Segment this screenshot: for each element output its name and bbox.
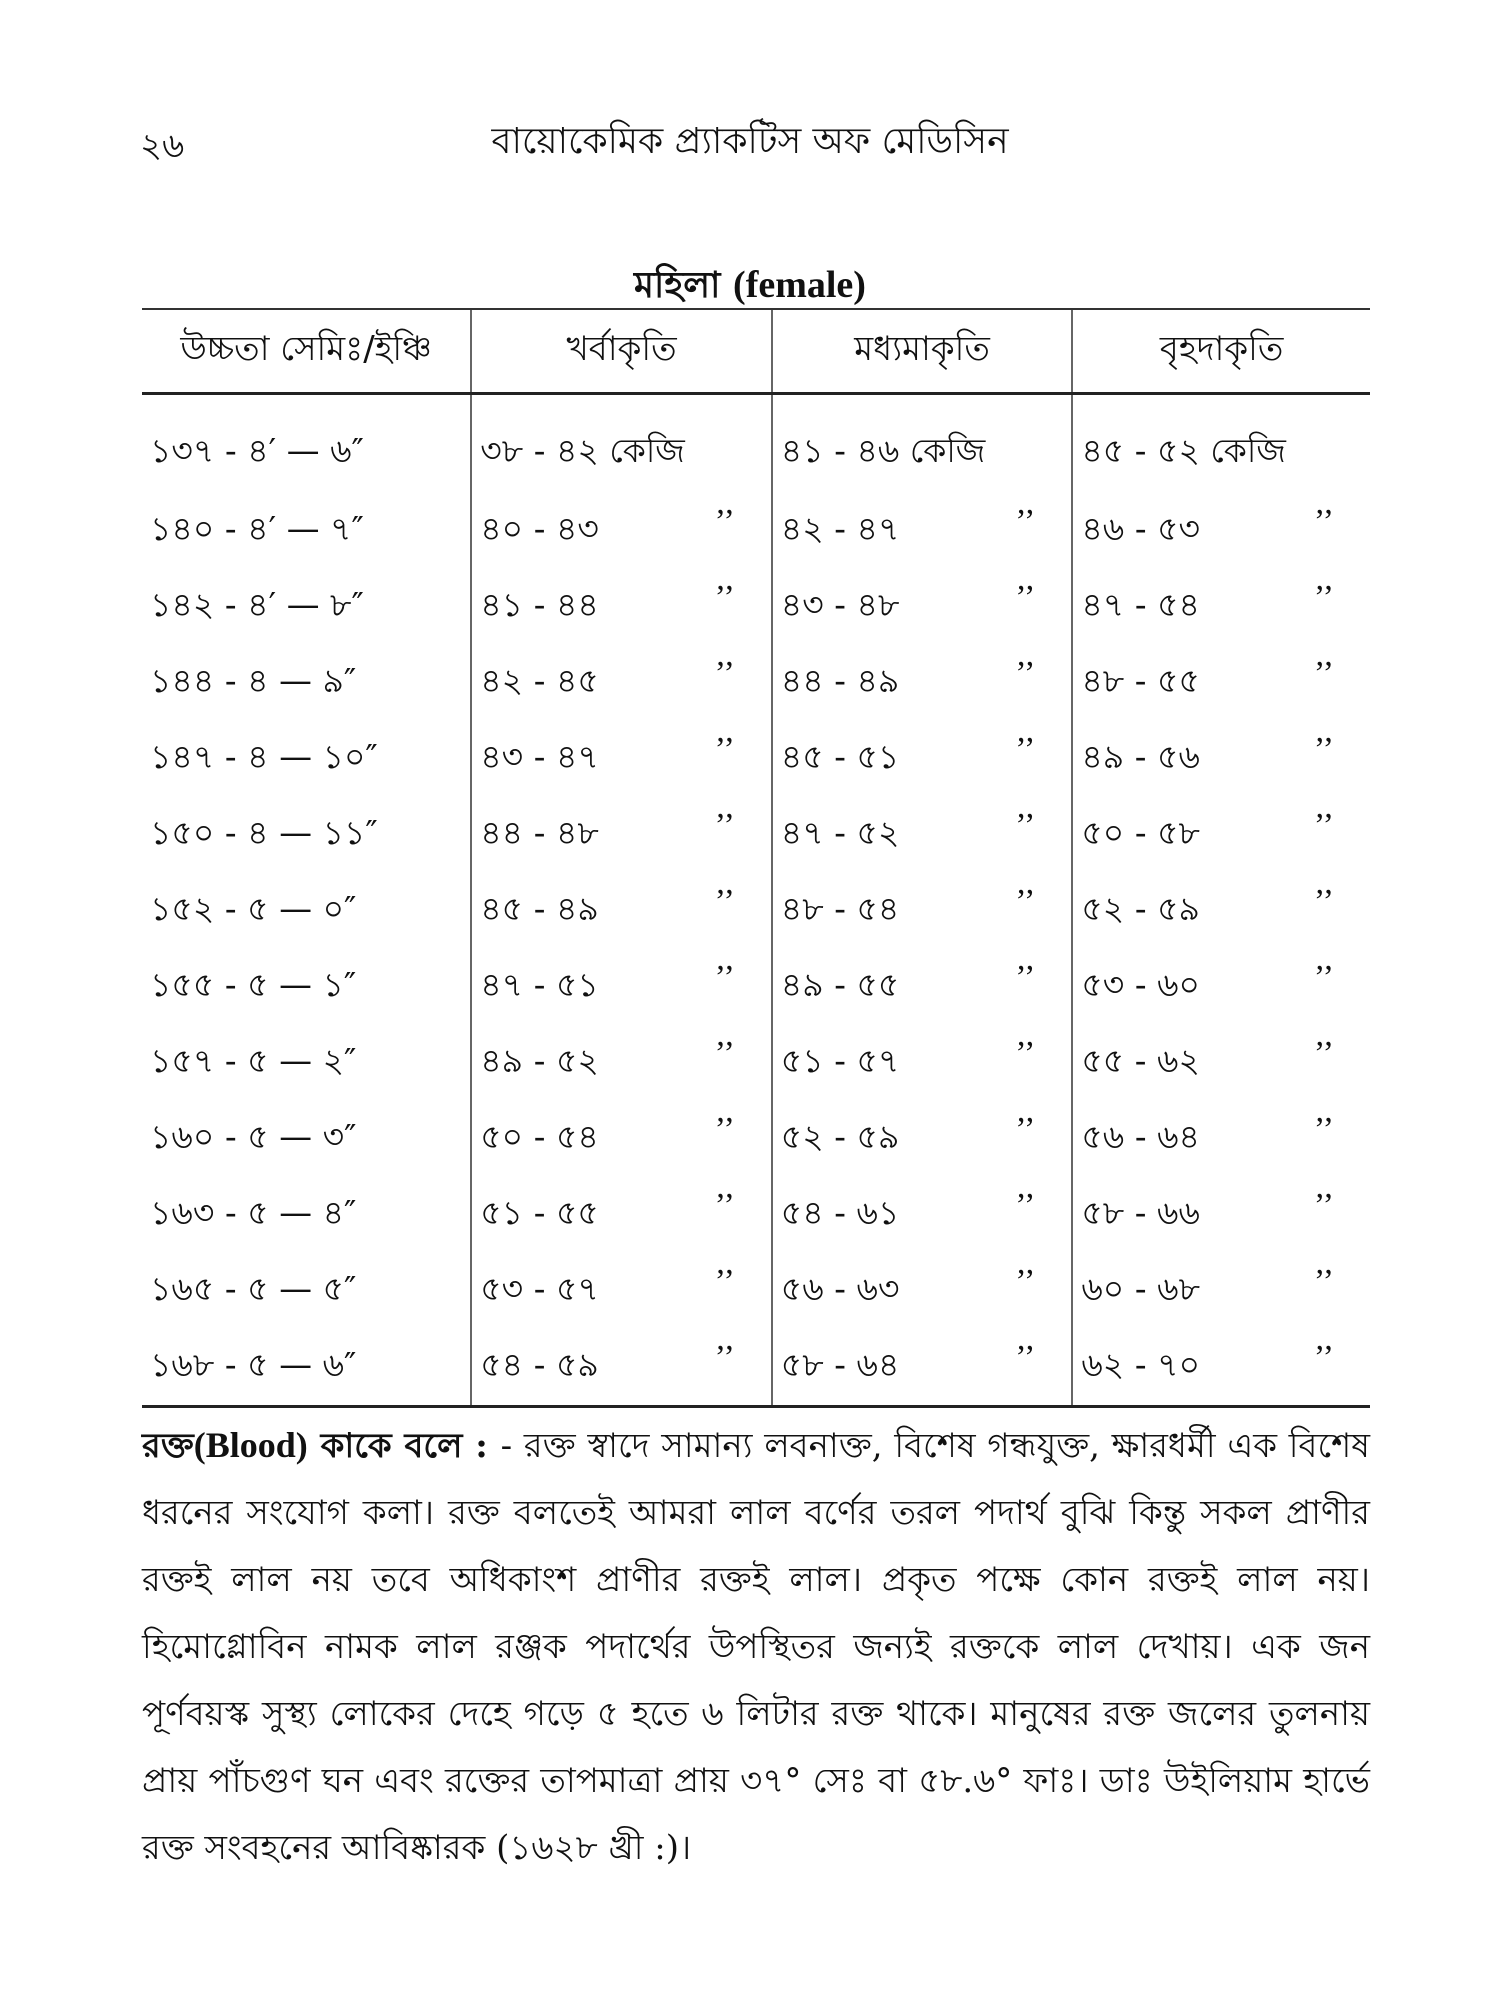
cell-large-frame-weight [1072,1253,1370,1329]
cell-medium-frame-weight [772,1177,1073,1253]
ditto-mark: ’’ [1313,1339,1334,1376]
ditto-mark: ’’ [1313,731,1334,768]
cell-small-frame-weight [471,873,772,949]
cell-small-frame-weight [471,1101,772,1177]
table-row [142,569,1370,645]
cell-large-frame-weight-text: ৪৭ - ৫৪ [1081,585,1200,624]
table-row [142,394,1370,494]
cell-large-frame-weight [1072,1101,1370,1177]
cell-medium-frame-weight-text: ৫৮ - ৬৪ [780,1345,900,1384]
cell-small-frame-weight [471,1253,772,1329]
cell-large-frame-weight-text: ৫২ - ৫৯ [1081,889,1200,928]
cell-height [142,721,471,797]
cell-small-frame-weight-text: ৪৪ - ৪৮ [480,813,599,852]
cell-medium-frame-weight [772,645,1073,721]
cell-small-frame-weight-text: ৪৩ - ৪৭ [480,737,599,776]
column-header-small-frame: খর্বাকৃতি [471,309,772,394]
paragraph-lead-question: কাকে বলে : [307,1426,501,1466]
cell-large-frame-weight [1072,721,1370,797]
cell-height-text: ১৬৮ - ৫ — ৬″ [150,1345,357,1384]
ditto-mark: ’’ [1313,1187,1334,1224]
ditto-mark: ’’ [714,807,735,844]
table-row [142,721,1370,797]
cell-large-frame-weight-text: ৫৮ - ৬৬ [1081,1193,1200,1232]
ditto-mark: ’’ [1313,655,1334,692]
table-title-english: (female) [733,264,866,306]
table-body [142,394,1370,1407]
cell-height [142,1253,471,1329]
cell-large-frame-weight [1072,1329,1370,1407]
cell-small-frame-weight [471,645,772,721]
cell-small-frame-weight [471,797,772,873]
cell-large-frame-weight [1072,645,1370,721]
cell-height [142,1329,471,1407]
table-row [142,797,1370,873]
ditto-mark: ’’ [1015,1339,1036,1376]
column-header-medium-frame: মধ্যমাকৃতি [772,309,1073,394]
ditto-mark: ’’ [1313,579,1334,616]
column-header-large-frame: বৃহদাকৃতি [1072,309,1370,394]
cell-medium-frame-weight-text: ৪৩ - ৪৮ [780,585,900,624]
ditto-mark: ’’ [1015,655,1036,692]
cell-height-text: ১৬৩ - ৫ — ৪″ [150,1193,357,1232]
cell-height-text: ১৪৭ - ৪ — ১০″ [150,737,378,776]
cell-height [142,1177,471,1253]
cell-large-frame-weight-text: ৪৮ - ৫৫ [1081,661,1200,700]
cell-large-frame-weight-text: ৫০ - ৫৮ [1081,813,1200,852]
cell-height-text: ১৫৭ - ৫ — ২″ [150,1041,357,1080]
cell-medium-frame-weight-text: ৪২ - ৪৭ [780,509,900,548]
table-row [142,949,1370,1025]
cell-large-frame-weight [1072,569,1370,645]
cell-small-frame-weight-text: ৪৯ - ৫২ [480,1041,599,1080]
table-row [142,493,1370,569]
cell-small-frame-weight-text: ৪১ - ৪৪ [480,585,599,624]
cell-medium-frame-weight [772,873,1073,949]
ditto-mark: ’’ [714,883,735,920]
cell-medium-frame-weight-text: ৪৪ - ৪৯ [780,661,900,700]
cell-medium-frame-weight-text: ৫৪ - ৬১ [780,1193,900,1232]
cell-medium-frame-weight [772,1025,1073,1101]
cell-height [142,493,471,569]
cell-small-frame-weight-text: ৪০ - ৪৩ [480,509,599,548]
running-title: বায়োকেমিক প্র্যাকটিস অফ মেডিসিন [491,121,1009,162]
table-row [142,1177,1370,1253]
cell-small-frame-weight-text: ৪৭ - ৫১ [480,965,599,1004]
cell-large-frame-weight [1072,949,1370,1025]
cell-large-frame-weight-text: ৫৬ - ৬৪ [1081,1117,1200,1156]
ditto-mark: ’’ [714,579,735,616]
ditto-mark: ’’ [714,1339,735,1376]
cell-height-text: ১৬৫ - ৫ — ৫″ [150,1269,357,1308]
paragraph-lead-term: রক্ত [142,1426,194,1466]
ditto-mark: ’’ [1015,1187,1036,1224]
ditto-mark: ’’ [1015,731,1036,768]
cell-small-frame-weight [471,1329,772,1407]
ditto-mark: ’’ [1313,883,1334,920]
cell-height [142,645,471,721]
page-number: ২৬ [140,126,185,166]
cell-medium-frame-weight [772,797,1073,873]
ditto-mark: ’’ [1313,503,1334,540]
cell-medium-frame-weight [772,721,1073,797]
cell-height-text: ১৬০ - ৫ — ৩″ [150,1117,357,1156]
cell-large-frame-weight-text: ৫৫ - ৬২ [1081,1041,1200,1080]
cell-height [142,873,471,949]
cell-large-frame-weight-text: ৬২ - ৭০ [1081,1345,1201,1384]
ditto-mark: ’’ [1313,1263,1334,1300]
column-header-height: উচ্চতা সেমিঃ/ইঞ্চি [142,309,471,394]
ditto-mark: ’’ [1313,1035,1334,1072]
ditto-mark: ’’ [714,1111,735,1148]
cell-medium-frame-weight-text: ৫১ - ৫৭ [780,1041,900,1080]
cell-small-frame-weight [471,949,772,1025]
cell-medium-frame-weight [772,569,1073,645]
ditto-mark: ’’ [1015,1035,1036,1072]
table-header-row [142,309,1370,394]
cell-medium-frame-weight-text: ৪৯ - ৫৫ [780,965,900,1004]
cell-medium-frame-weight [772,493,1073,569]
cell-medium-frame-weight [772,949,1073,1025]
cell-medium-frame-weight [772,1329,1073,1407]
ditto-mark: ’’ [714,655,735,692]
cell-large-frame-weight [1072,873,1370,949]
cell-small-frame-weight [471,1025,772,1101]
cell-large-frame-weight-text: ৪৬ - ৫৩ [1081,509,1200,548]
cell-large-frame-weight [1072,797,1370,873]
cell-height-text: ১৫২ - ৫ — ০″ [150,889,357,928]
cell-small-frame-weight [471,1177,772,1253]
cell-height-text: ১৪০ - ৪′ — ৭″ [150,509,364,548]
cell-medium-frame-weight-text: ৪৮ - ৫৪ [780,889,900,928]
cell-small-frame-weight-text: ৪৫ - ৪৯ [480,889,599,928]
ditto-mark: ’’ [1313,1111,1334,1148]
blood-definition-paragraph [142,1412,1370,1882]
ditto-mark: ’’ [714,1035,735,1072]
cell-height [142,569,471,645]
cell-large-frame-weight-text: ৬০ - ৬৮ [1081,1269,1201,1308]
cell-small-frame-weight-text: ৫৩ - ৫৭ [480,1269,599,1308]
table-title-bengali: মহিলা [634,264,721,306]
table-row [142,1025,1370,1101]
cell-large-frame-weight [1072,1177,1370,1253]
ditto-mark: ’’ [1015,503,1036,540]
cell-height-text: ১৪২ - ৪′ — ৮″ [150,585,364,624]
paragraph-body: - রক্ত স্বাদে সামান্য লবনাক্ত, বিশেষ গন্ধযুক্ত, ক্ষারধর্মী এক বিশেষ ধরনের সংযোগ কলা। রক্ত বলতেই আমরা লাল বর্ণের তরল পদার্থ বুঝি কিন্তু সকল প্রাণীর রক্তই লাল নয় তবে অধিকাংশ প্রাণীর রক্তই লাল। প্রকৃত পক্ষে কোন রক্তই লাল নয়। হিমোগ্লোবিন নামক লাল রঞ্জক পদার্থের উপস্থিতর জন্যই রক্তকে লাল দেখায়। এক জন পূর্ণবয়স্ক সুস্থ্য লোকের দেহে গড়ে ৫ হতে ৬ লিটার রক্ত থাকে। মানুষের রক্ত জলের তুলনায় প্রায় পাঁচগুণ ঘন এবং রক্তের তাপমাত্রা প্রায় ৩৭° সেঃ বা ৫৮.৬° ফাঃ। ডাঃ উইলিয়াম হার্ভে রক্ত সংবহনের আবিষ্কারক (১৬২৮ খ্রী :)। [142,1426,1370,1868]
cell-height [142,1101,471,1177]
cell-small-frame-weight [471,721,772,797]
cell-small-frame-weight-text: ৫০ - ৫৪ [480,1117,599,1156]
cell-large-frame-weight [1072,493,1370,569]
cell-height [142,1025,471,1101]
cell-height-text: ১৫০ - ৪ — ১১″ [150,813,378,852]
ditto-mark: ’’ [714,1263,735,1300]
cell-medium-frame-weight-text: ৪১ - ৪৬ কেজি [780,431,986,470]
cell-medium-frame-weight-text: ৪৫ - ৫১ [780,737,900,776]
cell-small-frame-weight-text: ৩৮ - ৪২ কেজি [480,431,685,470]
cell-medium-frame-weight-text: ৪৭ - ৫২ [780,813,900,852]
cell-small-frame-weight [471,493,772,569]
cell-large-frame-weight-text: ৪৫ - ৫২ কেজি [1081,431,1286,470]
table-row [142,1101,1370,1177]
ditto-mark: ’’ [1015,579,1036,616]
cell-medium-frame-weight [772,1253,1073,1329]
ditto-mark: ’’ [1015,1263,1036,1300]
height-weight-table [142,308,1370,1408]
ditto-mark: ’’ [1015,1111,1036,1148]
cell-height-text: ১৪৪ - ৪ — ৯″ [150,661,357,700]
table-row [142,645,1370,721]
ditto-mark: ’’ [1015,883,1036,920]
ditto-mark: ’’ [1015,807,1036,844]
cell-small-frame-weight [471,569,772,645]
cell-large-frame-weight [1072,394,1370,494]
cell-small-frame-weight-text: ৫১ - ৫৫ [480,1193,599,1232]
cell-small-frame-weight-text: ৪২ - ৪৫ [480,661,599,700]
cell-large-frame-weight-text: ৫৩ - ৬০ [1081,965,1201,1004]
ditto-mark: ’’ [1313,959,1334,996]
cell-medium-frame-weight [772,1101,1073,1177]
cell-height [142,797,471,873]
cell-medium-frame-weight-text: ৫২ - ৫৯ [780,1117,900,1156]
cell-medium-frame-weight-text: ৫৬ - ৬৩ [780,1269,900,1308]
table-row [142,1253,1370,1329]
ditto-mark: ’’ [1015,959,1036,996]
page-header [140,110,1360,170]
cell-height-text: ১৩৭ - ৪′ — ৬″ [150,431,364,470]
table-row [142,873,1370,949]
cell-medium-frame-weight [772,394,1073,494]
cell-height-text: ১৫৫ - ৫ — ১″ [150,965,357,1004]
paragraph-lead-english: (Blood) [193,1425,308,1465]
ditto-mark: ’’ [714,959,735,996]
cell-small-frame-weight [471,394,772,494]
ditto-mark: ’’ [714,1187,735,1224]
ditto-mark: ’’ [1313,807,1334,844]
cell-height [142,949,471,1025]
cell-height [142,394,471,494]
cell-small-frame-weight-text: ৫৪ - ৫৯ [480,1345,599,1384]
ditto-mark: ’’ [714,731,735,768]
cell-large-frame-weight [1072,1025,1370,1101]
ditto-mark: ’’ [714,503,735,540]
cell-large-frame-weight-text: ৪৯ - ৫৬ [1081,737,1200,776]
table-row [142,1329,1370,1407]
